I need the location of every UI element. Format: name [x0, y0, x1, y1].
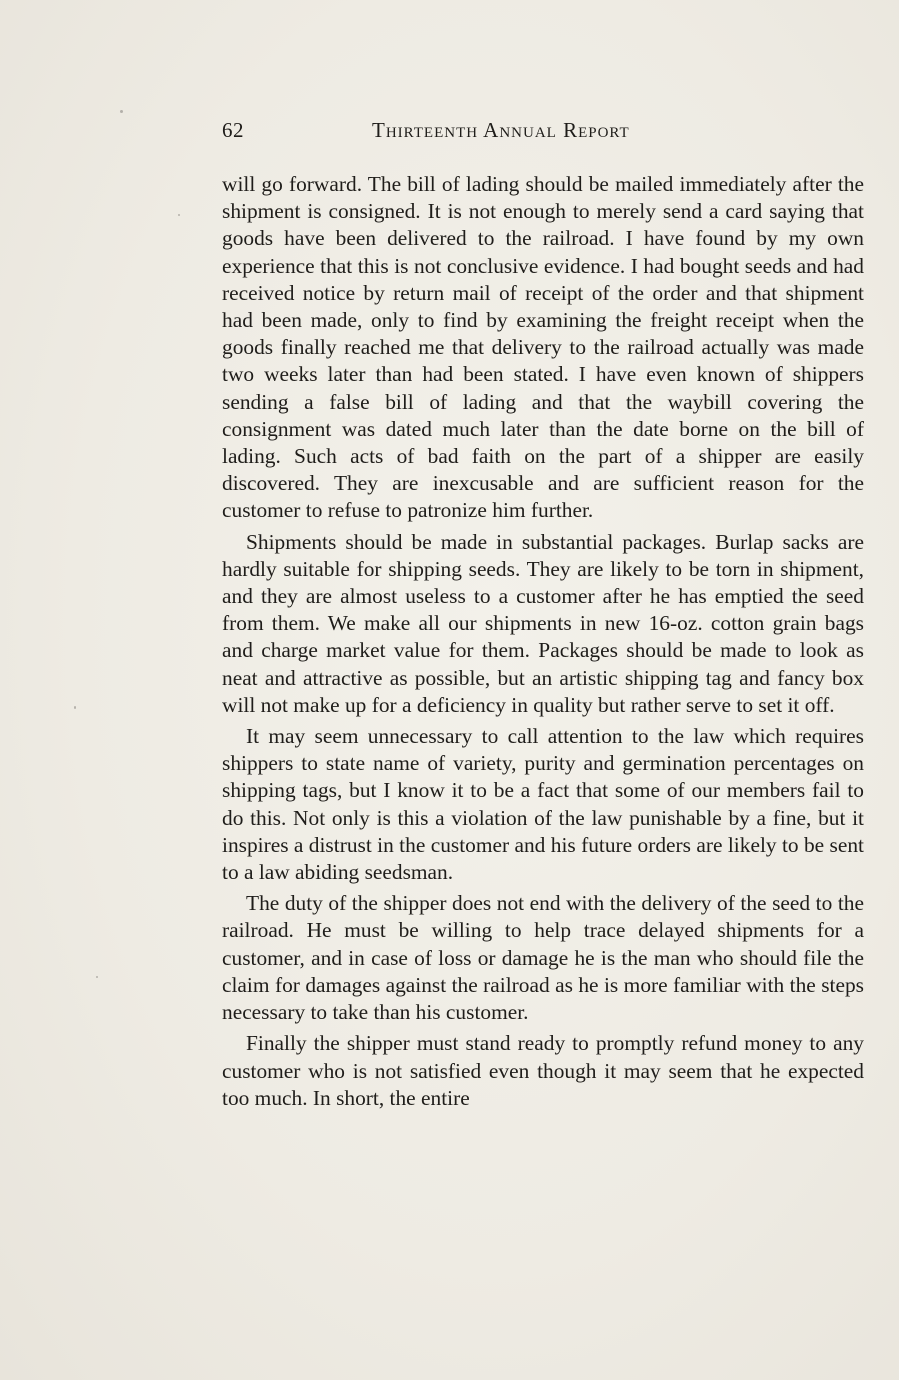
paragraph-shipper-duty: The duty of the shipper does not end with the delivery of the seed to the railroad. He must be willing to help trace delayed shipments for a customer, and in case of loss or damage he is the man who should file the claim for damages against the railroad as he is more familiar with the steps necessary to take than his customer. [222, 891, 864, 1025]
page-header [222, 118, 864, 148]
page-number: 62 [222, 118, 244, 142]
paper-speck [120, 110, 123, 113]
paper-speck [178, 214, 180, 216]
running-head: Thirteenth Annual Report [372, 118, 630, 142]
paragraph-bill-of-lading: will go forward. The bill of lading should be mailed immediately after the shipment is consigned. It is not enough to merely send a card saying that goods have been delivered to the railroad. I have found by my own experience that this is not conclusive evidence. I had bought seeds and had received notice by return mail of receipt of the order and that shipment had been made, only to find by examining the freight receipt when the goods finally reached me that delivery to the railroad actually was made two weeks later than had been stated. I have even known of shippers sending a false bill of lading and that the waybill covering the consignment was dated much later than the date borne on the bill of lading. Such acts of bad faith on the part of a shipper are easily discovered. They are inexcusable and are sufficient reason for the customer to refuse to patronize him further. [222, 172, 864, 523]
paper-speck [74, 706, 76, 709]
paragraph-packages: Shipments should be made in substantial packages. Burlap sacks are hardly suitable for shipping seeds. They are likely to be torn in shipment, and they are almost useless to a customer after he has emptied the seed from them. We make all our shipments in new 16-oz. cotton grain bags and charge market value for them. Packages should be made to look as neat and attractive as possible, but an artistic shipping tag and fancy box will not make up for a deficiency in quality but rather serve to set it off. [222, 529, 864, 717]
body-text [222, 171, 864, 1116]
paragraph-shipping-tags-law: It may seem unnecessary to call attention to the law which requires shippers to state name of variety, purity and germination percentages on shipping tags, but I know it to be a fact that some of our members fail to do this. Not only is this a violation of the law punishable by a fine, but it inspires a distrust in the customer and his future orders are likely to be sent to a law abiding seedsman. [222, 724, 864, 885]
paragraph-refund: Finally the shipper must stand ready to promptly refund money to any customer who is not satisfied even though it may seem that he expected too much. In short, the entire [222, 1031, 864, 1110]
paper-speck [96, 976, 98, 978]
